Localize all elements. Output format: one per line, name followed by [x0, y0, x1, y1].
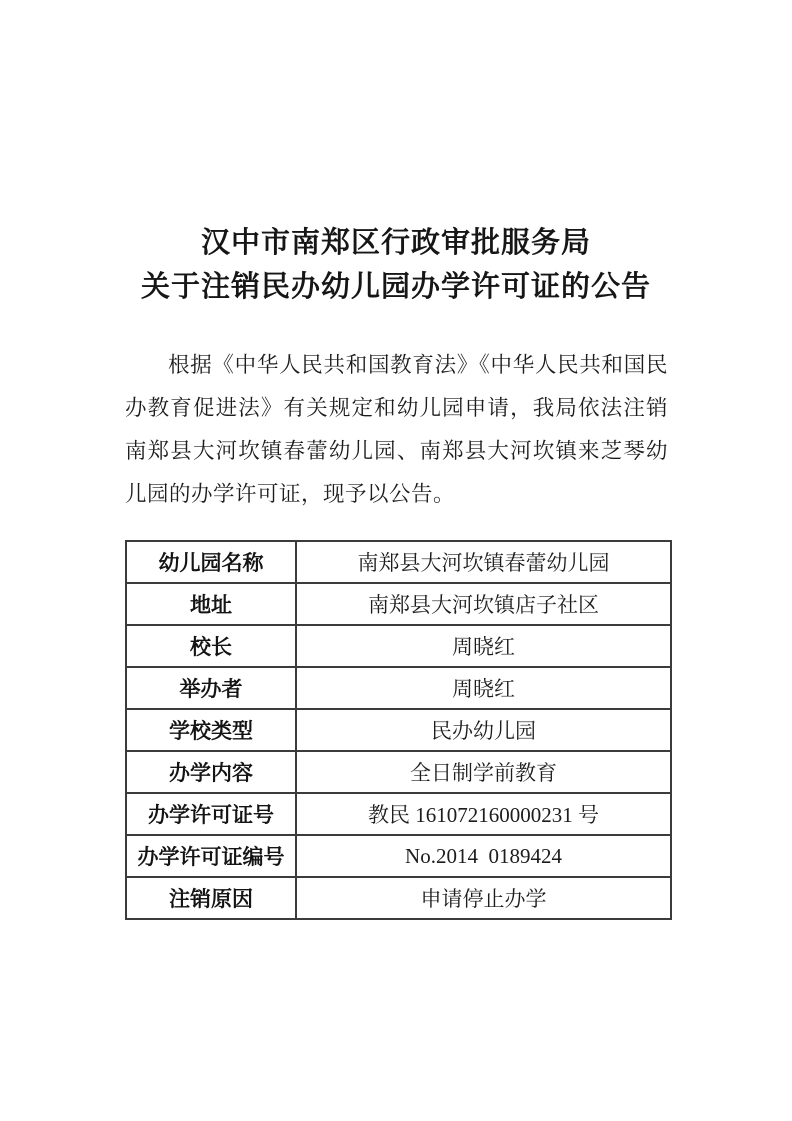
table-row — [126, 625, 671, 667]
table-row — [126, 667, 671, 709]
field-label: 地址 — [126, 583, 296, 625]
field-label: 办学许可证编号 — [126, 835, 296, 877]
field-label: 办学许可证号 — [126, 793, 296, 835]
field-label: 注销原因 — [126, 877, 296, 919]
field-value: 全日制学前教育 — [296, 751, 671, 793]
table-row — [126, 583, 671, 625]
table-row — [126, 751, 671, 793]
field-label: 校长 — [126, 625, 296, 667]
field-label: 学校类型 — [126, 709, 296, 751]
table-row — [126, 541, 671, 583]
field-value: No.2014 0189424 — [296, 835, 671, 877]
info-table-body — [126, 541, 671, 919]
field-label: 办学内容 — [126, 751, 296, 793]
field-value: 周晓红 — [296, 667, 671, 709]
table-row — [126, 877, 671, 919]
table-row — [126, 709, 671, 751]
field-value: 南郑县大河坎镇店子社区 — [296, 583, 671, 625]
table-row — [126, 793, 671, 835]
title-line-2: 关于注销民办幼儿园办学许可证的公告 — [140, 269, 651, 303]
title-line-1: 汉中市南郑区行政审批服务局 — [200, 225, 591, 259]
table-row — [126, 835, 671, 877]
kindergarten-info-table — [125, 540, 672, 920]
document-title — [0, 220, 792, 308]
announcement-paragraph: 根据《中华人民共和国教育法》《中华人民共和国民办教育促进法》有关规定和幼儿园申请，我局依法注销南郑县大河坎镇春蕾幼儿园、南郑县大河坎镇来芝琴幼儿园的办学许可证，现予以公告。 — [125, 353, 668, 506]
field-label: 举办者 — [126, 667, 296, 709]
field-value: 申请停止办学 — [296, 877, 671, 919]
field-value: 周晓红 — [296, 625, 671, 667]
field-value: 教民 161072160000231 号 — [296, 793, 671, 835]
field-value: 南郑县大河坎镇春蕾幼儿园 — [296, 541, 671, 583]
field-label: 幼儿园名称 — [126, 541, 296, 583]
field-value: 民办幼儿园 — [296, 709, 671, 751]
